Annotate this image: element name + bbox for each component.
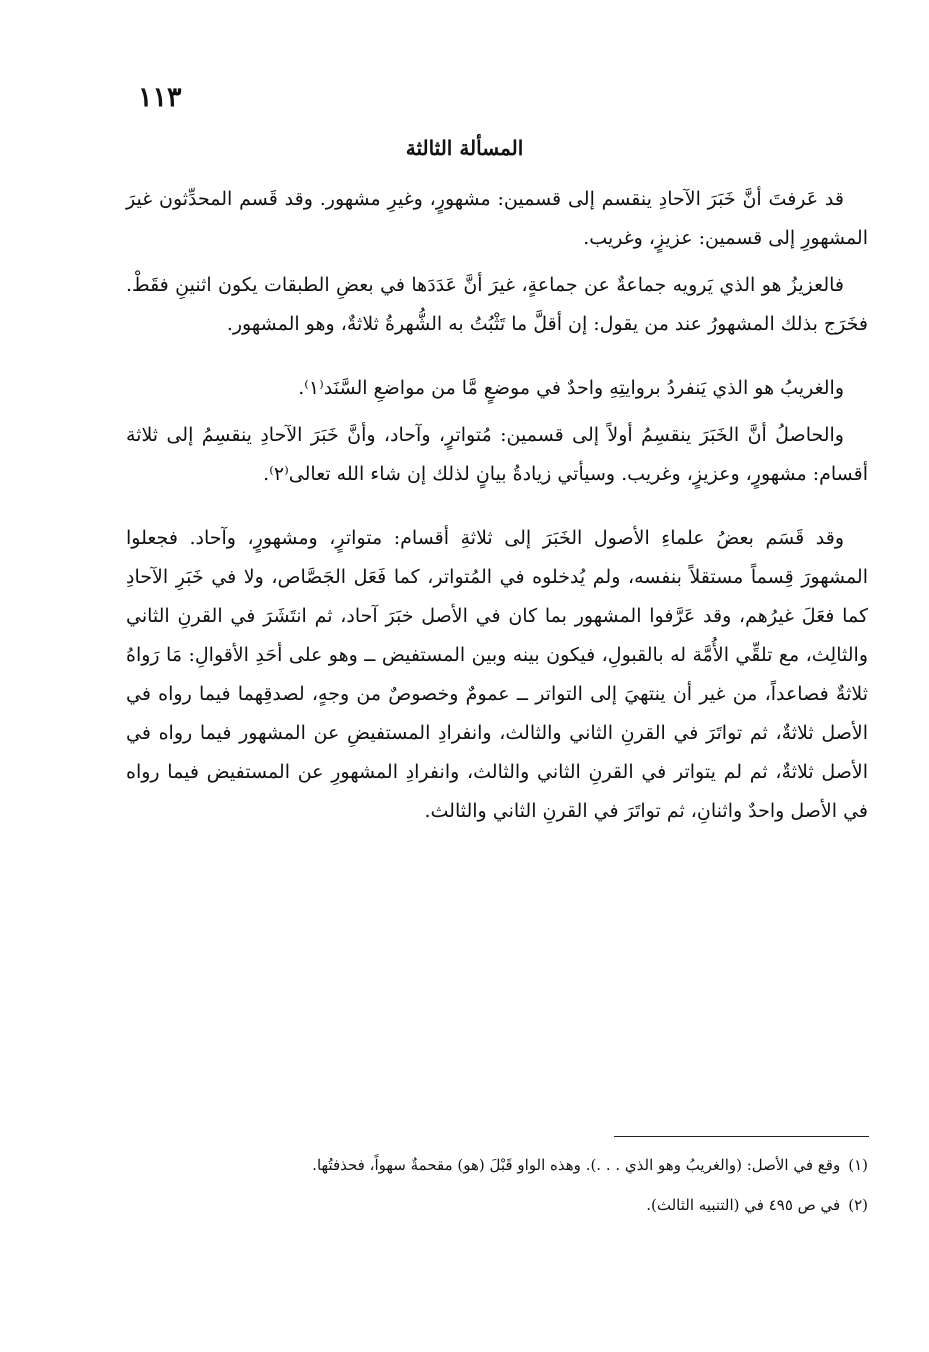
footnotes — [126, 1150, 868, 1230]
section-heading: المسألة الثالثة — [405, 136, 524, 160]
footnote-divider — [614, 1136, 869, 1137]
paragraph-gharib: والغريبُ هو الذي يَنفردُ بروايتِهِ واحدٌ في موضعٍ مَّا من مواضعِ السَّنَد⁽١⁾. — [298, 377, 844, 399]
footnote-1-marker: (١) — [848, 1156, 868, 1174]
footnote-1-text: وقع في الأصل: (والغريبُ وهو الذي . . .). وهذه الواو قَبْلَ (هو) مقحمةٌ سهواً، فحذفتُها. — [312, 1156, 841, 1174]
paragraph-summary: والحاصلُ أنَّ الخَبَرَ ينقسِمُ أولاً إلى قسمين: مُتواترٍ، وآحاد، وأنَّ خَبَرَ الآحادِ ينقسِمُ إلى ثلاثة أقسام: مشهورٍ، وعزيزٍ، وغريب. وسيأتي زيادةُ بيانٍ لذلك إن شاء الله تعالى⁽٢⁾. — [126, 424, 868, 485]
footnote-1 — [126, 1150, 868, 1180]
paragraph-usul-division: وقد قَسَم بعضُ علماءِ الأصول الخَبَرَ إلى ثلاثةِ أقسام: متواترٍ، ومشهورٍ، وآحاد. فجعلوا المشهورَ قِسماً مستقلاً بنفسه، ولم يُدخلوه في المُتواتر، كما فَعَل الجَصَّاص، ولا في خَبَرِ الآحادِ كما فعَلَ غيرُهم، وقد عَرَّفوا المشهور بما كان في الأصل خبَرَ آحاد، ثم انتَشَرَ في القرنِ الثاني والثالِث، مع تلقِّي الأُمَّة له بالقبولِ، فيكون بينه وبين المستفيض ــ وهو على أحَدِ الأقوالِ: مَا رَواهُ ثلاثةٌ فصاعداً، من غير أن ينتهيَ إلى التواتر ــ عمومٌ وخصوصٌ من وجهٍ، لصدقِهما فيما رواه في الأصل ثلاثةٌ، ثم تواتَرَ في القرنِ الثاني والثالث، وانفرادِ المستفيضِ عن المشهور فيما رواه في الأصل ثلاثةٌ، ثم لم يتواتر في القرنِ الثاني والثالث، وانفرادِ المشهورِ عن المستفيض فيما رواه في الأصل واحدٌ واثنانِ، ثم تواتَرَ في القرنِ الثاني والثالث. — [126, 527, 868, 822]
footnote-2-text: في ص ٤٩٥ في (التنبيه الثالث). — [646, 1196, 841, 1214]
body-text — [126, 180, 868, 856]
paragraph-aziz: فالعزيزُ هو الذي يَرويه جماعةٌ عن جماعةٍ، غيرَ أنَّ عَدَدَها في بعضِ الطبقات يكون اثنينِ فقَطْ. فخَرَج بذلك المشهورُ عند من يقول: إن أقلَّ ما تَثْبُتُ به الشُّهرةُ ثلاثةٌ، وهو المشهور. — [126, 274, 868, 335]
page-number: ١١٣ — [138, 82, 182, 113]
footnote-2 — [126, 1190, 868, 1220]
paragraph-intro: قد عَرفتَ أنَّ خَبَرَ الآحادِ ينقسم إلى قسمين: مشهورٍ، وغيرِ مشهور. وقد قَسم المحدِّثون غيرَ المشهورِ إلى قسمين: عزيزٍ، وغريب. — [126, 188, 868, 249]
footnote-2-marker: (٢) — [848, 1196, 868, 1214]
